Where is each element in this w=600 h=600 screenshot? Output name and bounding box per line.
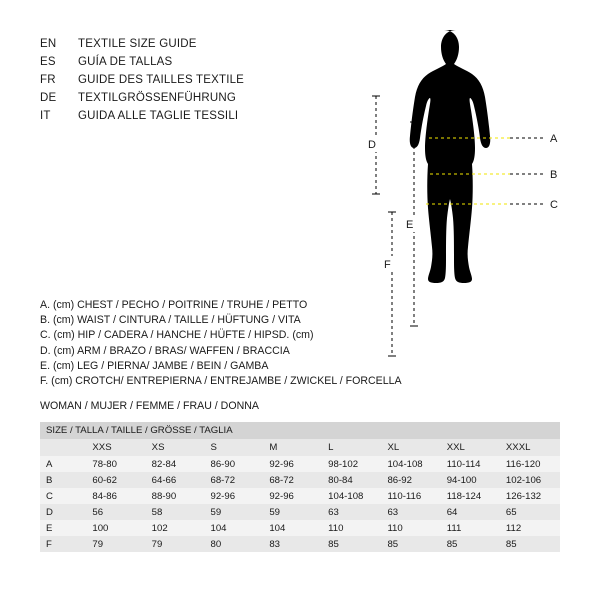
row-label-e: E [40, 520, 86, 536]
cell-d-m: 59 [263, 504, 322, 520]
table-row [40, 504, 560, 520]
marker-label-c: C [550, 199, 558, 211]
cell-e-l: 110 [322, 520, 381, 536]
title-row-en [40, 38, 370, 56]
row-label-a: A [40, 456, 86, 472]
row-label-b: B [40, 472, 86, 488]
table-blank-corner [40, 439, 86, 456]
size-table-container [40, 422, 560, 552]
legend-line-d: D. (cm) ARM / BRAZO / BRAS/ WAFFEN / BRACCIA [40, 344, 290, 357]
size-table [40, 422, 560, 552]
row-label-f: F [40, 536, 86, 552]
language-code-it: IT [40, 110, 51, 122]
cell-d-xs: 58 [146, 504, 205, 520]
language-code-fr: FR [40, 74, 56, 86]
cell-f-xl: 85 [381, 536, 440, 552]
cell-e-xxxl: 112 [500, 520, 560, 536]
cell-c-m: 92-96 [263, 488, 322, 504]
marker-label-d: D [368, 139, 376, 151]
cell-c-xxs: 84-86 [86, 488, 145, 504]
marker-label-f: F [384, 259, 391, 271]
cell-f-xxxl: 85 [500, 536, 560, 552]
legend-line-f: F. (cm) CROTCH/ ENTREPIERNA / ENTREJAMBE / ZWICKEL / FORCELLA [40, 375, 402, 388]
row-label-c: C [40, 488, 86, 504]
legend-line-e: E. (cm) LEG / PIERNA/ JAMBE / BEIN / GAMBA [40, 359, 269, 372]
cell-e-s: 104 [205, 520, 264, 536]
title-row-it [40, 110, 370, 128]
cell-c-l: 104-108 [322, 488, 381, 504]
cell-e-xl: 110 [381, 520, 440, 536]
cell-a-xl: 104-108 [381, 456, 440, 472]
cell-a-xxs: 78-80 [86, 456, 145, 472]
row-label-d: D [40, 504, 86, 520]
table-col-xxs: XXS [86, 439, 145, 456]
table-row [40, 488, 560, 504]
table-col-xl: XL [381, 439, 440, 456]
cell-d-xl: 63 [381, 504, 440, 520]
title-row-de [40, 92, 370, 110]
table-size-row [40, 439, 560, 456]
table-row [40, 456, 560, 472]
cell-f-l: 85 [322, 536, 381, 552]
cell-b-xxxl: 102-106 [500, 472, 560, 488]
cell-e-xs: 102 [146, 520, 205, 536]
legend-line-b: B. (cm) WAIST / CINTURA / TAILLE / HÜFTUNG / VITA [40, 314, 301, 327]
cell-c-xl: 110-116 [381, 488, 440, 504]
cell-c-s: 92-96 [205, 488, 264, 504]
cell-c-xxxl: 126-132 [500, 488, 560, 504]
cell-b-l: 80-84 [322, 472, 381, 488]
female-silhouette-icon [410, 30, 491, 283]
table-row [40, 472, 560, 488]
cell-a-xs: 82-84 [146, 456, 205, 472]
cell-f-m: 83 [263, 536, 322, 552]
cell-d-xxxl: 65 [500, 504, 560, 520]
title-text-es: GUÍA DE TALLAS [78, 56, 173, 68]
cell-f-xxl: 85 [441, 536, 500, 552]
table-col-xxl: XXL [441, 439, 500, 456]
language-code-de: DE [40, 92, 57, 104]
title-text-it: GUIDA ALLE TAGLIE TESSILI [78, 110, 239, 122]
table-row [40, 520, 560, 536]
cell-e-xxl: 111 [441, 520, 500, 536]
cell-a-xxl: 110-114 [441, 456, 500, 472]
cell-b-xxs: 60-62 [86, 472, 145, 488]
table-header-row [40, 422, 560, 439]
cell-b-xxl: 94-100 [441, 472, 500, 488]
cell-e-m: 104 [263, 520, 322, 536]
cell-b-xl: 86-92 [381, 472, 440, 488]
measurement-legend [40, 298, 440, 389]
cell-d-l: 63 [322, 504, 381, 520]
cell-e-xxs: 100 [86, 520, 145, 536]
title-row-es [40, 56, 370, 74]
title-text-en: TEXTILE SIZE GUIDE [78, 38, 197, 50]
table-col-s: S [205, 439, 264, 456]
table-corner-header: SIZE / TALLA / TAILLE / GRÖSSE / TAGLIA [40, 422, 560, 439]
cell-f-s: 80 [205, 536, 264, 552]
table-row [40, 536, 560, 552]
marker-label-b: B [550, 169, 558, 181]
cell-d-xxl: 64 [441, 504, 500, 520]
language-title-block [40, 38, 370, 128]
cell-a-m: 92-96 [263, 456, 322, 472]
cell-b-m: 68-72 [263, 472, 322, 488]
cell-a-l: 98-102 [322, 456, 381, 472]
cell-c-xxl: 118-124 [441, 488, 500, 504]
table-col-m: M [263, 439, 322, 456]
gender-label: WOMAN / MUJER / FEMME / FRAU / DONNA [40, 400, 259, 412]
title-row-fr [40, 74, 370, 92]
cell-d-xxs: 56 [86, 504, 145, 520]
legend-line-a: A. (cm) CHEST / PECHO / POITRINE / TRUHE / PETTO [40, 299, 308, 311]
title-text-de: TEXTILGRÖSSENFÜHRUNG [78, 92, 236, 104]
cell-f-xxs: 79 [86, 536, 145, 552]
cell-d-s: 59 [205, 504, 264, 520]
table-col-l: L [322, 439, 381, 456]
title-text-fr: GUIDE DES TAILLES TEXTILE [78, 74, 245, 86]
language-code-en: EN [40, 38, 57, 50]
marker-label-e: E [406, 219, 414, 231]
cell-a-s: 86-90 [205, 456, 264, 472]
cell-a-xxxl: 116-120 [500, 456, 560, 472]
table-col-xxxl: XXXL [500, 439, 560, 456]
language-code-es: ES [40, 56, 56, 68]
table-col-xs: XS [146, 439, 205, 456]
legend-line-c: C. (cm) HIP / CADERA / HANCHE / HÜFTE / HIPSD. (cm) [40, 329, 314, 342]
cell-b-xs: 64-66 [146, 472, 205, 488]
marker-label-a: A [550, 133, 558, 145]
cell-f-xs: 79 [146, 536, 205, 552]
cell-b-s: 68-72 [205, 472, 264, 488]
cell-c-xs: 88-90 [146, 488, 205, 504]
